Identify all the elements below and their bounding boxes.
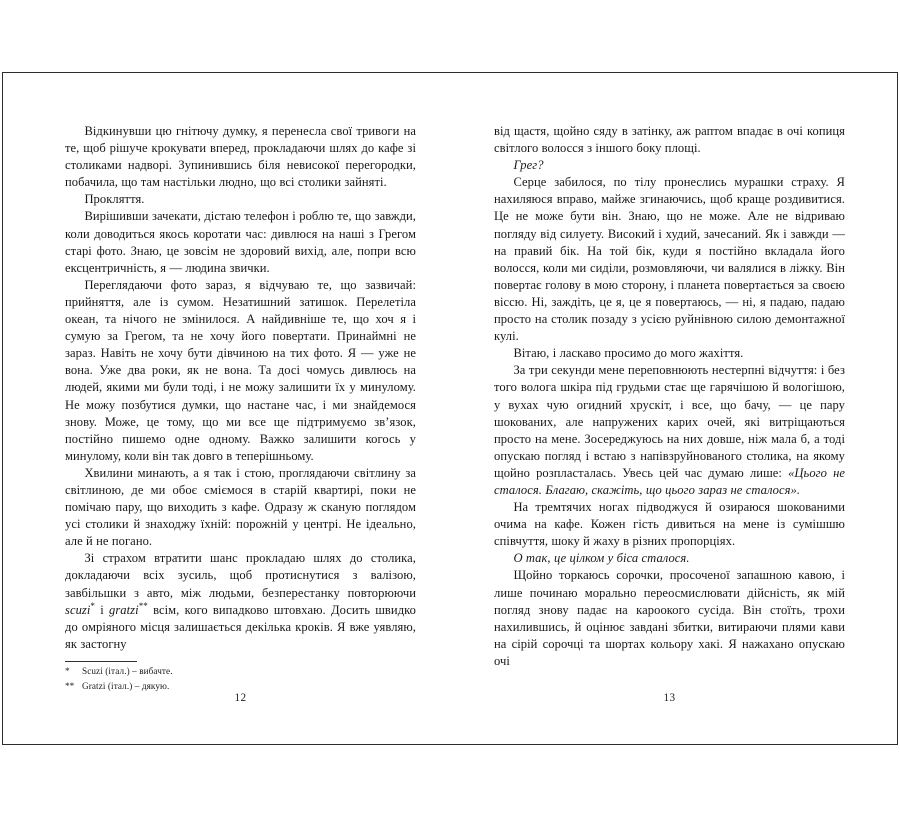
page-number-left: 12 — [234, 692, 247, 704]
footnote-term: Gratzi — [82, 680, 106, 691]
footnote-ref-2[interactable]: ** — [138, 600, 148, 611]
paragraph-italic-line — [494, 550, 845, 567]
paragraph: Відкинувши цю гнітючу думку, я перенесла свої тривоги на те, щоб рішуче крокувати вперед, прокладаючи шлях до кафе зі столиками надворі. Зупинившись біля невисокої перегородки, побачила, що там настільки людно, що всі столики зайняті. — [65, 124, 416, 190]
paragraph: Серце забилося, по тілу пронеслись мурашки страху. Я нахиляюся вправо, майже згинаючись, щоб краще роздивитися. Це не може бути він. Знаю, що не може. Але не відриваю погляду від силуету. Високий і худий, зачесаний. Як і завжди — на правий бік. На той бік, куди я постійно вкладала його волосся, коли ми сиділи, розмовляючи, чи валялися в ліжку. Він повертає голову в мою сторону, і планета повертається за своєю віссю. Ні, заждіть, це я, це я повертаюсь, — ні, я падаю, падаю просто на столик позаду з усією руйнівною силою демонтажної кулі. — [494, 175, 845, 344]
foreign-word-gratzi: gratzi — [109, 602, 139, 617]
footnote-item — [65, 665, 416, 679]
footnote-marker: ** — [65, 680, 75, 691]
paragraph-text-segment: За три секунди мене переповнюють нестерпні відчуття: і без того волога шкіра під грудьми стає ще гарячішою й вологішою, у вухах чую огидний хрускіт, і все, що бачу, — це пару шокованих, але напружених карих очей, які витріщаються просто на мене. Зосереджуюсь на них довше, ніж мала б, а тоді опускаю погляд і встаю з напівзруйнованого столика, на якому щойно розпласталась. Увесь цей час думаю лише: — [494, 363, 845, 480]
inner-thought-quote: «Цього не сталося. Благаю, скажіть, що цього зараз не сталося». — [494, 465, 845, 497]
book-spread — [3, 73, 897, 744]
footnote-text: (італ.) – дякую. — [105, 680, 170, 691]
paragraph-continuation: від щастя, щойно сяду в затінку, аж раптом впадає в очі копиця світлого волосся з іншого боку площі. — [494, 124, 845, 156]
paragraph: Щойно торкаюсь сорочки, просоченої запашною кавою, і лише починаю морально переосмислювати дійсність, як мій погляд знову падає на кароокого сусіда. Він стоїть, трохи нахилившись, й оцінює завдані збитки, витираючи плями кави на сірій сорочці та шортах кольору хакі. Я нажахано опускаю очі — [494, 568, 845, 668]
paragraph: Хвилини минають, а я так і стою, проглядаючи світлину за світлиною, де ми обоє сміємося в старій квартирі, поки не помічаю пару, що виходить з кафе. Одразу ж сканую поглядом усі столики й знаходжу їхній: порожній у центрі. Не ідеально, але й не погано. — [65, 465, 416, 549]
paragraph-with-footnote-refs — [65, 550, 416, 653]
page-number-right: 13 — [663, 692, 676, 704]
book-page-frame — [2, 72, 898, 745]
footnote-ref-1[interactable]: * — [90, 600, 95, 611]
paragraph: Прокляття. — [84, 192, 145, 207]
foreign-word-scuzi: scuzi — [65, 602, 91, 617]
paragraph: На тремтячих ногах підводжуся й озираюся шокованими очима на кафе. Кожен гість дивиться на мене із сумішшю співчуття, шоку й жаху в різних пропорціях. — [494, 500, 845, 549]
paragraph-text-segment: Зі страхом втратити шанс прокладаю шлях до столика, докладаючи всіх зусиль, щоб протиснутися з валізою, завбільшки з авто, між людьми, безперестанку повторюючи — [65, 551, 416, 600]
paragraph: Вітаю, і ласкаво просимо до мого жахіття. — [513, 346, 744, 361]
left-page — [3, 73, 450, 744]
right-page-text-column — [494, 123, 845, 670]
footnote-list — [65, 665, 416, 693]
paragraph: Вирішивши зачекати, дістаю телефон і роблю те, що завжди, коли доводиться якось коротати час: дивлюся на наші з Грегом старі фото. Знаю, це зовсім не здоровий вихід, але, попри всю ексцентричність, я — людина звички. — [65, 209, 416, 275]
paragraph-text-segment: всім, кого випадково штовхаю. Досить швидко до омріяного місця залишається декілька кроків. Я вже уявляю, як застогну — [65, 602, 416, 651]
inner-thought-line: О так, це цілком у біса сталося. — [513, 551, 690, 566]
footnote-text: (італ.) – вибачте. — [102, 665, 173, 676]
left-page-text-column — [65, 123, 416, 693]
paragraph-text-segment: і — [95, 602, 110, 617]
paragraph-italic-line — [494, 157, 845, 174]
paragraph: Переглядаючи фото зараз, я відчуваю те, що зазвичай: прийняття, але із сумом. Незатишний затишок. Перелетіла океан, та нічого не змінилося. А найдивніше те, що хоч я і сумую за Грегом, та не хочу його повертати. Принаймні не зараз. Навіть не хочу бути дівчиною на тих фото. Я — уже не вона. Уже два роки, як не вона. Та досі чомусь дивлюсь на людей, якими ми були тоді, і не можу залишити їх у минулому. Не можу позбутися думки, що настане час, і ми знайдемося знову. Може, це тому, що ми все ще підтримуємо зв’язок, постійно пишемо одне одному. Важко залишити когось у минулому, коли він так довго в теперішньому. — [65, 277, 416, 463]
footnote-marker: * — [65, 665, 70, 676]
paragraph-with-inner-quote — [494, 362, 845, 499]
right-page — [450, 73, 897, 744]
inner-thought-grег: Грег? — [513, 158, 544, 173]
footnote-term: Scuzi — [82, 665, 103, 676]
footnote-separator-rule — [65, 661, 137, 662]
